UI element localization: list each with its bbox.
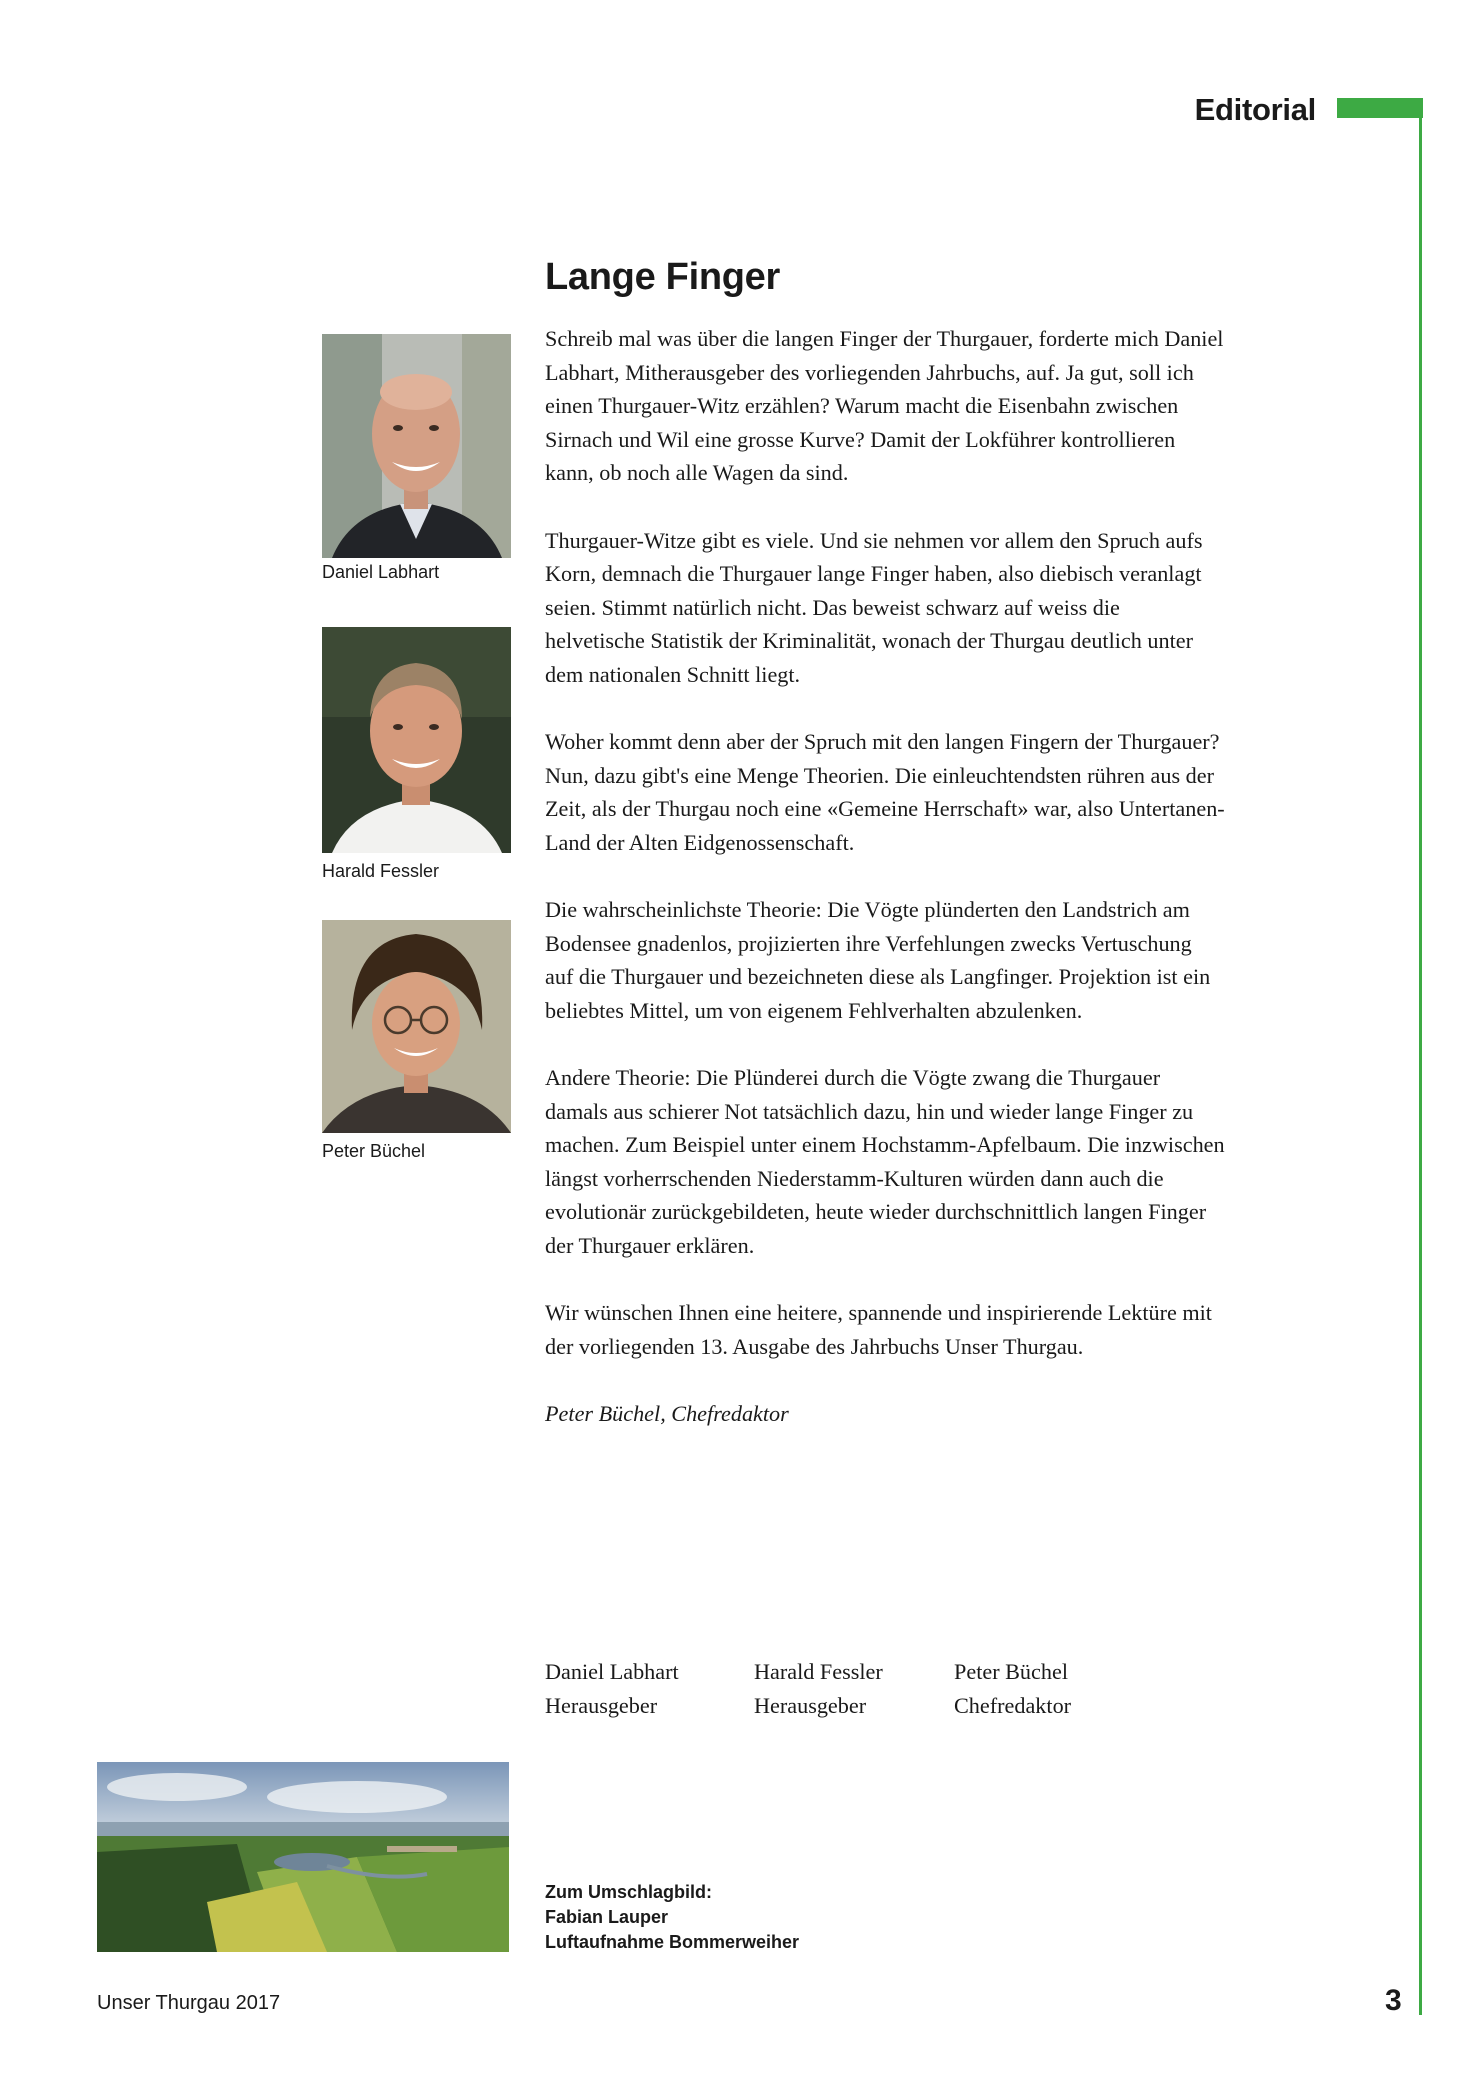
credit-role: Chefredaktor [954,1693,1072,1718]
section-accent-bar [1337,98,1423,118]
cover-caption-line: Luftaufnahme Bommerweiher [545,1932,800,1952]
portrait-daniel-labhart [322,334,511,558]
article-body [545,322,1225,1464]
credit-name: Daniel Labhart [545,1659,679,1684]
article-paragraph: Woher kommt denn aber der Spruch mit den langen Fingern der Thurgauer? Nun, dazu gibt's eine Menge Theorien. Die einleuchtendsten rühren aus der Zeit, als der Thurgau noch eine «Gemeine Herrschaft» war, also Untertanen-Land der Alten Eidgenossenschaft. [545,729,1225,855]
cover-aerial-photo [97,1762,509,1952]
page-number: 3 [1385,1984,1402,2017]
article-paragraph: Schreib mal was über die langen Finger der Thurgauer, forderte mich Daniel Labhart, Mitherausgeber des vorliegenden Jahrbuchs, auf. Ja gut, soll ich einen Thurgauer-Witz erzählen? Warum macht die Eisenbahn zwischen Sirnach und Wil eine grosse Kurve? Damit der Lokführer kontrollieren kann, ob noch alle Wagen da sind. [545,326,1224,486]
portrait-peter-buechel [322,920,511,1133]
article-title: Lange Finger [545,256,780,298]
article-paragraph: Thurgauer-Witze gibt es viele. Und sie nehmen vor allem den Spruch aufs Korn, demnach die Thurgauer lange Finger haben, also diebisch veranlagt seien. Stimmt natürlich nicht. Das beweist schwarz auf weiss die helvetische Statistik der Kriminalität, wonach der Thurgau deutlich unter dem nationalen Schnitt liegt. [545,527,1203,687]
footer-publication [97,1992,280,2015]
article-paragraph: Andere Theorie: Die Plünderei durch die Vögte zwang die Thurgauer damals aus schierer Not tatsächlich dazu, hin und wieder lange Finger zu machen. Zum Beispiel unter einem Hochstamm-Apfelbaum. Die inzwischen längst vorherrschenden Niederstamm-Kulturen würden dann auch die evolutionär zurückgebildeten, heute wieder durchschnittlich langen Finger der Thurgauer erklären. [545,1065,1225,1259]
credit-peter-buechel [954,1655,1071,1723]
credit-name: Harald Fessler [754,1659,883,1684]
portrait-caption: Harald Fessler [322,861,440,881]
portrait-harald-fessler [322,627,511,853]
cover-caption-line: Zum Umschlagbild: [545,1882,713,1902]
section-label: Editorial [1194,92,1316,127]
credit-harald-fessler [754,1655,883,1723]
cover-caption-line: Fabian Lauper [545,1907,669,1927]
portrait-caption: Daniel Labhart [322,562,440,582]
article-signature: Peter Büchel, Chefredaktor [545,1401,789,1426]
credit-name: Peter Büchel [954,1659,1068,1684]
section-accent-line [1419,98,1422,2015]
credit-daniel-labhart [545,1655,679,1723]
article-paragraph: Wir wünschen Ihnen eine heitere, spannende und inspirierende Lektüre mit der vorliegenden 13. Ausgabe des Jahrbuchs Unser Thurgau. [545,1300,1212,1359]
portrait-caption: Peter Büchel [322,1141,426,1161]
credit-role: Herausgeber [545,1693,658,1718]
publication-name: Unser Thurgau [97,1992,231,2014]
credit-role: Herausgeber [754,1693,867,1718]
cover-caption [545,1880,799,1955]
article-paragraph: Die wahrscheinlichste Theorie: Die Vögte plünderten den Landstrich am Bodensee gnadenlos, projizierten ihre Verfehlungen zwecks Vertuschung auf die Thurgauer und bezeichneten diese als Langfinger. Projektion ist ein beliebtes Mittel, um von eigenem Fehlverhalten abzulenken. [545,897,1211,1023]
publication-year: 2017 [235,1992,281,2014]
